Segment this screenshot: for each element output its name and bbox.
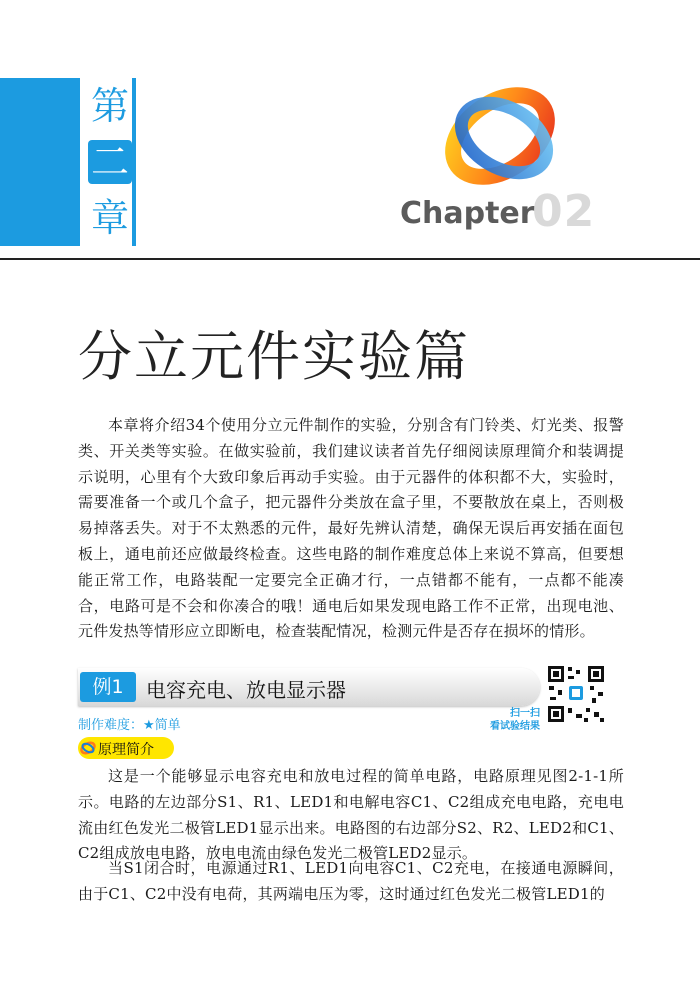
- body-paragraph-1: 这是一个能够显示电容充电和放电过程的简单电路，电路原理见图2-1-1所示。电路的左边部分S1、R1、LED1和电解电容C1、C2组成充电电路，充电电流由红色发光二极管LED1显示出来。电路图的右边部分S2、R2、LED2和C1、C2组成放电电路，放电电流由绿色发光二极管LED2显示。: [78, 767, 624, 863]
- example-badge: 例1: [80, 672, 136, 702]
- example-title: 电容充电、放电显示器: [146, 678, 346, 702]
- chapter-divider: [132, 78, 136, 246]
- chapter-number: 02: [532, 186, 596, 237]
- chapter-char-1: 第: [90, 84, 129, 128]
- section-logo-icon: [80, 740, 96, 756]
- chapter-char-3: 章: [90, 196, 129, 240]
- intro-paragraph: 本章将介绍34个使用分立元件制作的实验，分别含有门铃类、灯光类、报警类、开关类等实验。在做实验前，我们建议读者首先仔细阅读原理简介和装调提示说明，心里有个大致印象后再动手实验。由于元器件的体积都不大，实验时，需要准备一个或几个盒子，把元器件分类放在盒子里，不要散放在桌上，否则极易掉落丢失。对于不太熟悉的元件，最好先辨认清楚，确保无误后再安插在面包板上，通电前还应做最终检查。这些电路的制作难度总体上来说不算高，但要想能正常工作，电路装配一定要完全正确才行，一点错都不能有，一点都不能凑合，电路可是不会和你凑合的哦！通电后如果发现电路工作不正常，出现电池、元件发热等情形应立即断电，检查装配情况，检测元件是否存在损坏的情形。: [78, 416, 624, 641]
- chapter-char-2: 二: [88, 140, 132, 184]
- qr-caption-scan: 扫一扫: [510, 708, 540, 719]
- qr-caption-result: 看试验结果: [490, 721, 540, 732]
- section-label: 原理简介: [98, 742, 154, 758]
- chapter-word: Chapter: [400, 196, 535, 231]
- chapter-tab: [0, 78, 80, 246]
- page-title: 分立元件实验篇: [78, 325, 470, 388]
- body-paragraph-2: 当S1闭合时，电源通过R1、LED1向电容C1、C2充电，在接通电源瞬间，由于C1、C2中没有电荷，其两端电压为零，这时通过红色发光二极管LED1的: [78, 859, 624, 903]
- chapter-label-column: [80, 78, 136, 246]
- qr-code-icon[interactable]: [546, 664, 606, 724]
- difficulty-label: 制作难度：★简单: [78, 718, 181, 733]
- header-rule: [0, 258, 700, 260]
- chapter-logo-icon: [440, 80, 560, 190]
